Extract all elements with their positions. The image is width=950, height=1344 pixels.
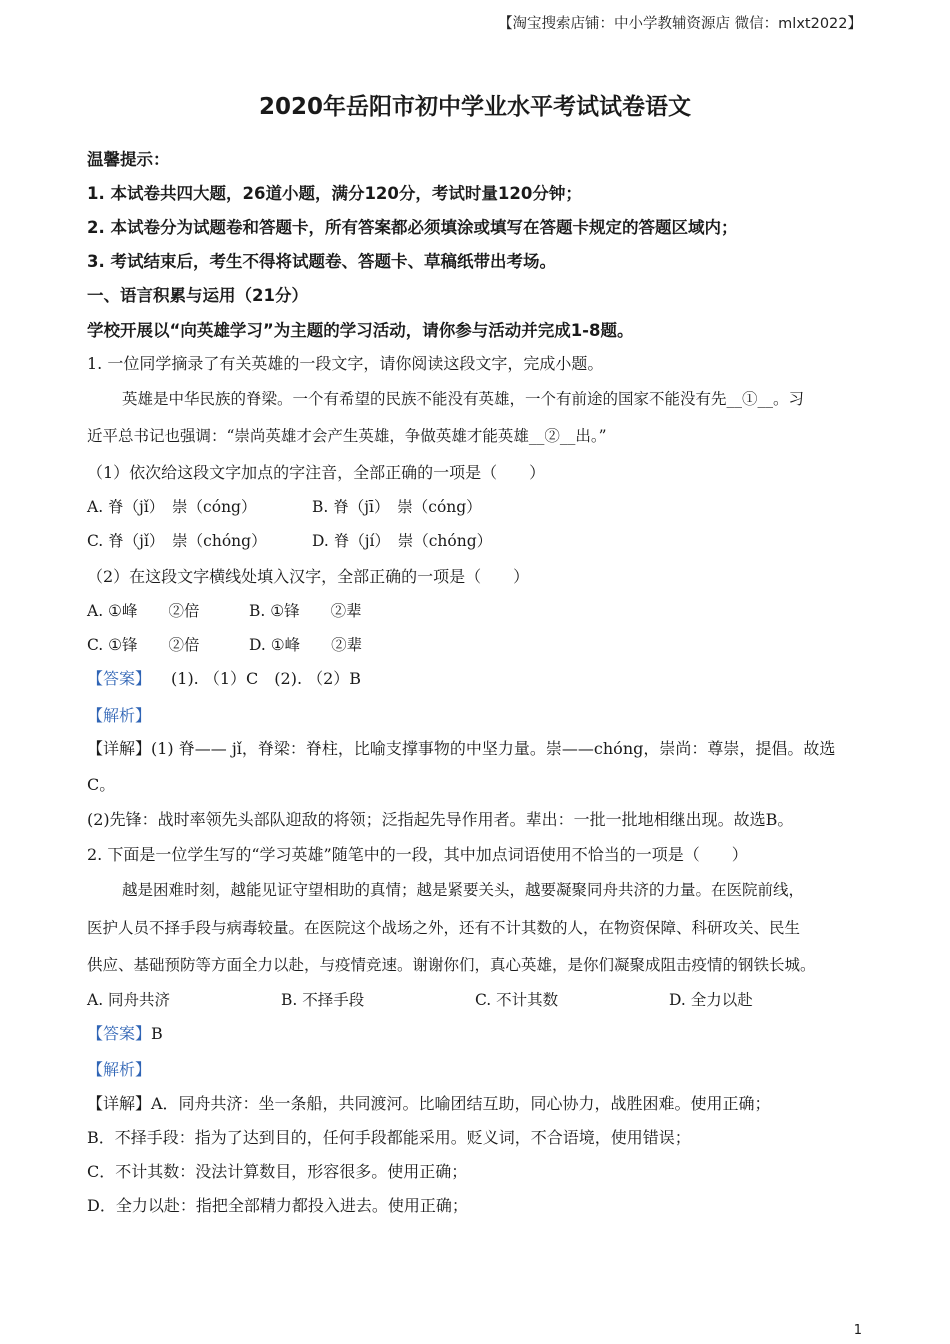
q1-passage-line-1: 英雄是中华民族的脊梁。一个有希望的民族不能没有英雄，一个有前途的国家不能没有先__①__。习 [122,390,805,408]
q2-detail-line-2: B．不择手段：指为了达到目的，任何手段都能采用。贬义词，不合语境，使用错误； [87,1128,691,1147]
q1-analysis-label: 【解析】 [87,706,152,725]
q2-option-d: D. 全力以赴 [669,991,753,1009]
q2-detail-line-4: D．全力以赴：指把全部精力都投入进去。使用正确； [87,1196,468,1215]
q2-option-a: A. 同舟共济 [87,991,171,1009]
q2-detail-line-3: C．不计其数：没法计算数目，形容很多。使用正确； [87,1162,468,1181]
answer-text: B [151,1024,163,1043]
q2-detail-line-1: 【详解】A．同舟共济：坐一条船，共同渡河。比喻团结互助，同心协力，战胜困难。使用正确； [87,1094,771,1113]
q2-passage-line-3: 供应、基础预防等方面全力以赴，与疫情竞速。谢谢你们，真心英雄，是你们凝聚成阻击疫情的钢铁长城。 [87,956,816,974]
q1-detail-line-3: (2)先锋：战时率领先头部队迎敌的将领；泛指起先导作用者。辈出：一批一批地相继出现。故选B。 [87,810,794,829]
q2-answer [87,1021,163,1044]
q1-sub2-option-b: B. ①锋 ②辈 [249,602,362,620]
section-intro: 学校开展以“向英雄学习”为主题的学习活动，请你参与活动并完成1-8题。 [87,321,634,340]
q2-passage-line-2: 医护人员不择手段与病毒较量。在医院这个战场之外，还有不计其数的人，在物资保障、科研攻关、民生 [87,919,801,937]
tip-item-2: 2. 本试卷分为试题卷和答题卡，所有答案都必须填涂或填写在答题卡规定的答题区域内； [87,218,738,237]
q1-detail-line-1: 【详解】(1) 脊—— jǐ，脊梁：脊柱，比喻支撑事物的中坚力量。崇——chóng，崇尚：尊崇，提倡。故选 [87,739,836,758]
q2-analysis-label: 【解析】 [87,1060,152,1079]
q1-sub2-option-a: A. ①峰 ②倍 [87,602,200,620]
q2-option-c: C. 不计其数 [475,991,559,1009]
q1-answer [87,666,361,689]
tip-item-3: 3. 考试结束后，考生不得将试题卷、答题卡、草稿纸带出考场。 [87,252,556,271]
q1-sub1-option-b: B. 脊（jī） 崇（cóng） [312,498,482,516]
q1-stem: 1. 一位同学摘录了有关英雄的一段文字，请你阅读这段文字，完成小题。 [87,354,604,373]
q1-sub2-option-d: D. ①峰 ②辈 [249,636,363,654]
q1-sub1-option-a: A. 脊（jǐ） 崇（cóng） [87,498,257,516]
q2-stem: 2. 下面是一位学生写的“学习英雄”随笔中的一段，其中加点词语使用不恰当的一项是（ ） [87,845,748,864]
tips-heading: 温馨提示： [87,150,170,169]
q1-passage-line-2: 近平总书记也强调：“崇尚英雄才会产生英雄，争做英雄才能英雄__②__出。” [87,427,607,445]
page-title: 2020年岳阳市初中学业水平考试试卷语文 [258,94,691,120]
q1-sub2: （2）在这段文字横线处填入汉字，全部正确的一项是（ ） [87,567,530,586]
q1-sub1: （1）依次给这段文字加点的字注音，全部正确的一项是（ ） [87,463,546,482]
q2-option-b: B. 不择手段 [281,991,365,1009]
section-heading: 一、语言积累与运用（21分） [87,286,308,305]
q2-passage-line-1: 越是困难时刻，越能见证守望相助的真情；越是紧要关头，越要凝聚同舟共济的力量。在医院前线， [122,881,805,899]
answer-text: (1). （1）C (2). （2）B [171,669,362,688]
page-number: 1 [853,1323,862,1338]
answer-label: 【答案】 [87,1024,152,1043]
q1-sub2-option-c: C. ①锋 ②倍 [87,636,200,654]
answer-label: 【答案】 [87,669,152,688]
q1-detail-line-2: C。 [87,775,116,794]
tip-item-1: 1. 本试卷共四大题，26道小题，满分120分，考试时量120分钟； [87,184,582,203]
q1-sub1-option-d: D. 脊（jí） 崇（chóng） [312,532,493,550]
q1-sub1-option-c: C. 脊（jǐ） 崇（chóng） [87,532,267,550]
header-note: 【淘宝搜索店铺：中小学教辅资源店 微信：mlxt2022】 [498,16,862,32]
